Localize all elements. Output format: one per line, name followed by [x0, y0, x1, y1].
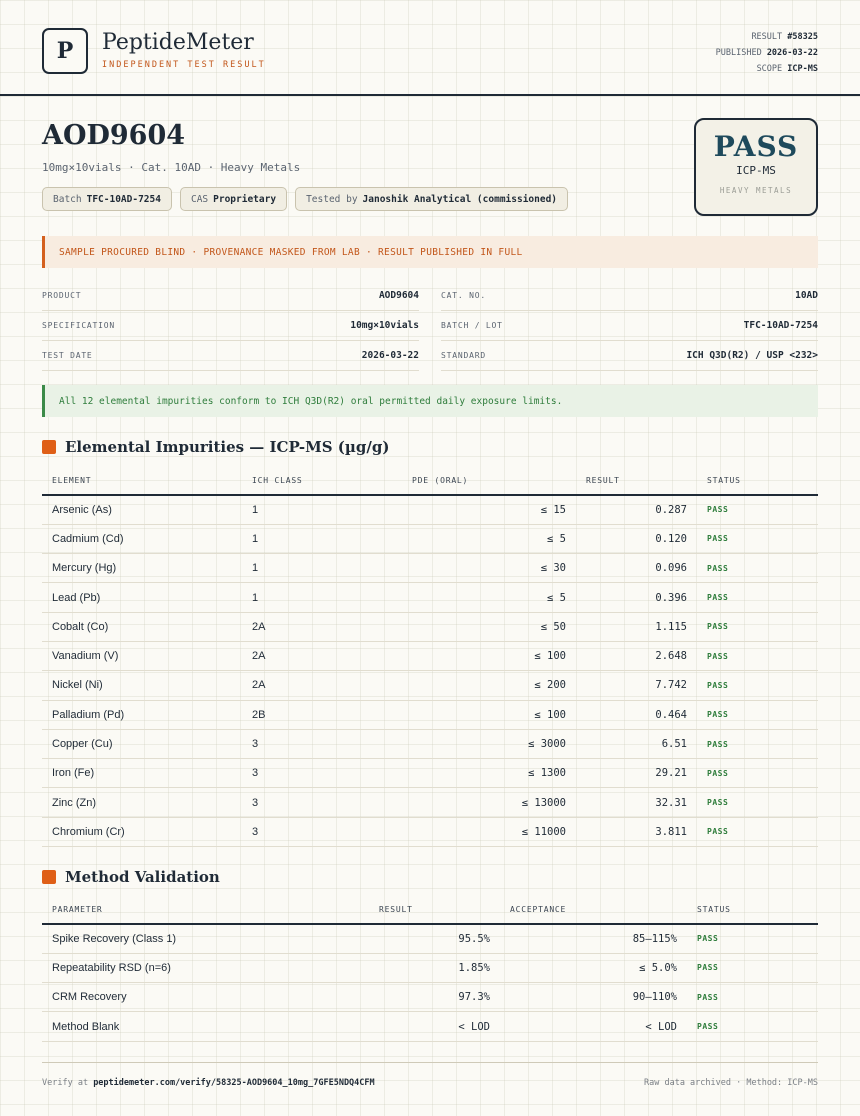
ich-class: 1 [242, 495, 402, 524]
table-row [42, 671, 818, 700]
status-badge: PASS [697, 641, 818, 670]
table-row [42, 729, 818, 758]
info-value: 10mg×10vials [350, 320, 419, 331]
ich-class: 3 [242, 759, 402, 788]
table-row [42, 583, 818, 612]
table-row [42, 788, 818, 817]
ich-class: 1 [242, 524, 402, 553]
table-row [42, 495, 818, 524]
table-header-row [42, 896, 818, 924]
info-grid [42, 281, 818, 371]
section-marker-icon [42, 870, 56, 884]
col-header-result: RESULT [576, 467, 697, 495]
element-name: Mercury (Hg) [42, 554, 242, 583]
ich-class: 3 [242, 729, 402, 758]
result-value: 7.742 [576, 671, 697, 700]
info-value: AOD9604 [378, 290, 419, 301]
result-value: 0.396 [576, 583, 697, 612]
result-value: 95.5% [369, 924, 500, 953]
pde-limit: ≤ 5 [402, 524, 576, 553]
scope-value: ICP-MS [787, 64, 818, 74]
table-row [42, 924, 818, 953]
badge-category: HEAVY METALS [719, 186, 793, 195]
pde-limit: ≤ 15 [402, 495, 576, 524]
table-row [42, 759, 818, 788]
section-title-text: Method Validation [65, 868, 220, 886]
ich-class: 1 [242, 583, 402, 612]
brand-name: PeptideMeter [102, 30, 254, 55]
product-subtitle: 10mg×10vials · Cat. 10AD · Heavy Metals [42, 161, 301, 174]
info-row [42, 281, 818, 311]
pde-limit: ≤ 11000 [402, 817, 576, 846]
col-header-class: ICH CLASS [242, 467, 402, 495]
acceptance-range: ≤ 5.0% [500, 953, 687, 982]
pde-limit: ≤ 1300 [402, 759, 576, 788]
pass-badge [694, 118, 818, 216]
ich-class: 3 [242, 817, 402, 846]
cas-chip [180, 187, 287, 211]
col-header-parameter: PARAMETER [42, 896, 369, 924]
footer-divider [42, 1062, 818, 1063]
archive-note: Raw data archived · Method: ICP-MS [644, 1078, 818, 1088]
info-value: 2026-03-22 [361, 350, 419, 361]
status-badge: PASS [687, 983, 818, 1012]
pde-limit: ≤ 3000 [402, 729, 576, 758]
info-cell [441, 341, 818, 371]
parameter-name: Method Blank [42, 1012, 369, 1041]
status-badge: PASS [697, 671, 818, 700]
chip-label: Batch [53, 193, 82, 205]
impurities-table [42, 467, 818, 847]
info-key: SPECIFICATION [42, 321, 116, 330]
impurities-body [42, 495, 818, 847]
info-key: PRODUCT [42, 291, 82, 300]
result-value: 29.21 [576, 759, 697, 788]
status-badge: PASS [697, 759, 818, 788]
impurities-section-title [42, 438, 389, 456]
result-value: 3.811 [576, 817, 697, 846]
status-badge: PASS [697, 612, 818, 641]
acceptance-range: 85–115% [500, 924, 687, 953]
result-value: 0.120 [576, 524, 697, 553]
info-row [42, 311, 818, 341]
parameter-name: Repeatability RSD (n=6) [42, 953, 369, 982]
pde-limit: ≤ 13000 [402, 788, 576, 817]
pde-limit: ≤ 100 [402, 641, 576, 670]
brand-tagline: INDEPENDENT TEST RESULT [102, 60, 266, 70]
result-value: 1.85% [369, 953, 500, 982]
element-name: Cadmium (Cd) [42, 524, 242, 553]
result-value: 0.287 [576, 495, 697, 524]
info-key: STANDARD [441, 351, 486, 360]
status-badge: PASS [687, 924, 818, 953]
status-badge: PASS [697, 700, 818, 729]
status-badge: PASS [697, 554, 818, 583]
pde-limit: ≤ 5 [402, 583, 576, 612]
acceptance-range: 90–110% [500, 983, 687, 1012]
status-badge: PASS [697, 817, 818, 846]
info-cell [42, 311, 419, 341]
scope-label: SCOPE [756, 64, 783, 74]
info-row [42, 341, 818, 371]
result-value: 0.096 [576, 554, 697, 583]
element-name: Arsenic (As) [42, 495, 242, 524]
ich-class: 2B [242, 700, 402, 729]
element-name: Vanadium (V) [42, 641, 242, 670]
table-row [42, 524, 818, 553]
element-name: Copper (Cu) [42, 729, 242, 758]
status-badge: PASS [697, 524, 818, 553]
pde-limit: ≤ 30 [402, 554, 576, 583]
brand-logo: P [42, 28, 88, 74]
pde-limit: ≤ 100 [402, 700, 576, 729]
badge-method: ICP-MS [736, 164, 776, 177]
procurement-notice: SAMPLE PROCURED BLIND · PROVENANCE MASKED FROM LAB · RESULT PUBLISHED IN FULL [42, 236, 818, 268]
result-value: 97.3% [369, 983, 500, 1012]
table-row [42, 612, 818, 641]
result-id: #58325 [787, 32, 818, 42]
chip-label: CAS [190, 193, 209, 205]
status-badge: PASS [697, 583, 818, 612]
info-cell [441, 311, 818, 341]
ich-class: 2A [242, 612, 402, 641]
status-badge: PASS [687, 953, 818, 982]
result-value: < LOD [369, 1012, 500, 1041]
element-name: Lead (Pb) [42, 583, 242, 612]
section-title-text: Elemental Impurities — ICP-MS (µg/g) [65, 438, 390, 456]
info-key: TEST DATE [42, 351, 93, 360]
summary-notice: All 12 elemental impurities conform to ICH Q3D(R2) oral permitted daily exposure limits. [42, 385, 818, 417]
col-header-pde: PDE (ORAL) [402, 467, 576, 495]
info-value: ICH Q3D(R2) / USP <232> [686, 350, 818, 361]
table-row [42, 953, 818, 982]
report-header [0, 0, 860, 96]
info-cell [441, 281, 818, 311]
table-row [42, 983, 818, 1012]
status-badge: PASS [697, 788, 818, 817]
col-header-element: ELEMENT [42, 467, 242, 495]
tested-by-chip [295, 187, 568, 211]
element-name: Cobalt (Co) [42, 612, 242, 641]
status-badge: PASS [697, 495, 818, 524]
col-header-result: RESULT [369, 896, 500, 924]
validation-body [42, 924, 818, 1041]
parameter-name: CRM Recovery [42, 983, 369, 1012]
result-value: 2.648 [576, 641, 697, 670]
validation-section-title [42, 868, 220, 886]
report-meta [716, 29, 818, 77]
info-value: 10AD [795, 290, 818, 301]
ich-class: 3 [242, 788, 402, 817]
table-row [42, 554, 818, 583]
verify-prefix: Verify at [42, 1078, 89, 1088]
result-label: RESULT [751, 32, 783, 42]
col-header-status: STATUS [697, 467, 818, 495]
status-badge: PASS [687, 1012, 818, 1041]
validation-table [42, 896, 818, 1042]
chip-label: Tested by [306, 193, 358, 205]
published-date: 2026-03-22 [766, 48, 818, 58]
pde-limit: ≤ 200 [402, 671, 576, 700]
section-marker-icon [42, 440, 56, 454]
result-value: 6.51 [576, 729, 697, 758]
info-key: BATCH / LOT [441, 321, 503, 330]
result-value: 1.115 [576, 612, 697, 641]
element-name: Nickel (Ni) [42, 671, 242, 700]
batch-chip [42, 187, 172, 211]
info-value: TFC-10AD-7254 [743, 320, 818, 331]
info-cell [42, 281, 419, 311]
col-header-status: STATUS [687, 896, 818, 924]
table-row [42, 817, 818, 846]
badge-verdict: PASS [713, 130, 799, 163]
pde-limit: ≤ 50 [402, 612, 576, 641]
ich-class: 1 [242, 554, 402, 583]
ich-class: 2A [242, 671, 402, 700]
table-header-row [42, 467, 818, 495]
result-value: 32.31 [576, 788, 697, 817]
ich-class: 2A [242, 641, 402, 670]
table-row [42, 1012, 818, 1041]
chip-value: Proprietary [213, 193, 277, 205]
product-title: AOD9604 [42, 120, 186, 151]
element-name: Palladium (Pd) [42, 700, 242, 729]
result-value: 0.464 [576, 700, 697, 729]
published-label: PUBLISHED [715, 48, 762, 58]
table-row [42, 641, 818, 670]
product-chips [42, 187, 568, 211]
table-row [42, 700, 818, 729]
info-cell [42, 341, 419, 371]
element-name: Chromium (Cr) [42, 817, 242, 846]
verify-text [42, 1078, 375, 1088]
info-key: CAT. NO. [441, 291, 486, 300]
verify-link[interactable]: peptidemeter.com/verify/58325-AOD9604_10mg_7GFE5NDQ4CFM [93, 1078, 375, 1088]
col-header-acceptance: ACCEPTANCE [500, 896, 687, 924]
acceptance-range: < LOD [500, 1012, 687, 1041]
status-badge: PASS [697, 729, 818, 758]
parameter-name: Spike Recovery (Class 1) [42, 924, 369, 953]
chip-value: Janoshik Analytical (commissioned) [362, 193, 558, 205]
element-name: Zinc (Zn) [42, 788, 242, 817]
chip-value: TFC-10AD-7254 [86, 193, 161, 205]
element-name: Iron (Fe) [42, 759, 242, 788]
